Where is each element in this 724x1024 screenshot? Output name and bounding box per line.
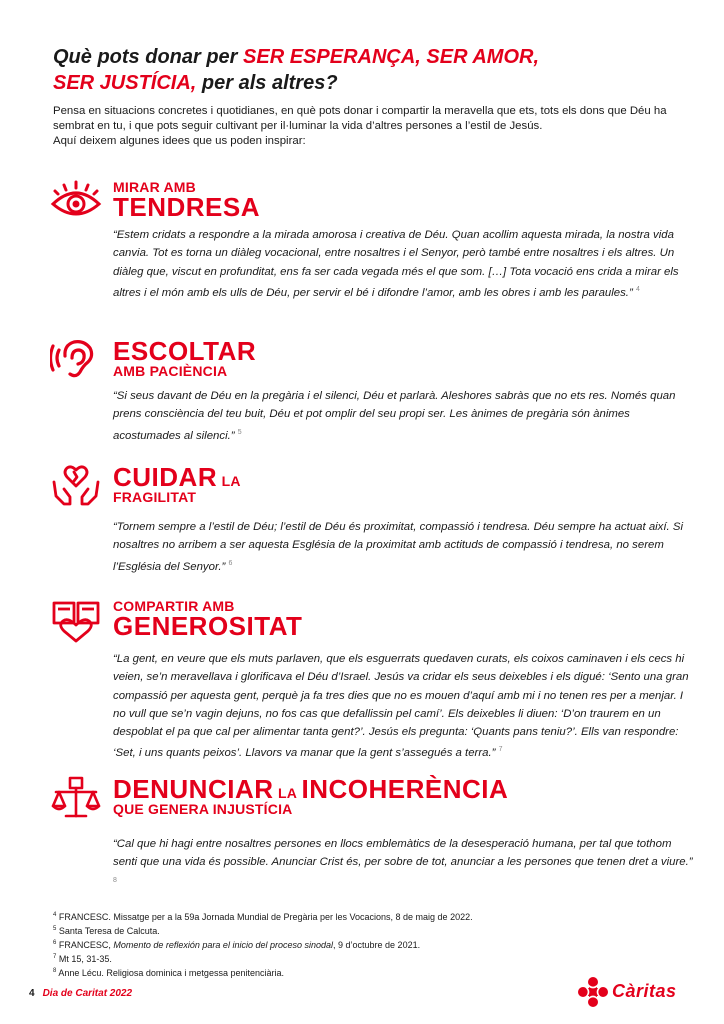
footnote-item	[53, 965, 653, 979]
book-heart-icon	[50, 599, 102, 643]
quote-body: “Estem cridats a respondre a la mirada amorosa i creativa de Déu. Quan acollim aquesta mirada, la nostra vida canvia. Tot es torna un diàleg vocacional, entre nosaltres i el Senyor, però també entre nosaltres i els altres. Un diàleg que, viscut en profunditat, ens fa ser cada vegada més el que som. […] Tota vocació ens crida a mirar els altres i el món amb els ulls de Déu, per servir el bé i difondre l’amor, amb les obres i amb les paraules.”	[113, 229, 679, 299]
footnote-item	[53, 951, 653, 965]
quote-text	[113, 835, 693, 893]
heading-line-1	[113, 464, 241, 490]
justice-scales-icon	[50, 776, 102, 820]
footnote-ref: 6	[228, 559, 233, 567]
page-number: 4	[29, 988, 35, 999]
heading-word: DENUNCIAR	[113, 774, 274, 804]
footnote-ref: 5	[237, 428, 242, 436]
page-footer	[29, 988, 132, 999]
heading-line-1	[113, 776, 508, 802]
footnote-text: Anne Lécu. Religiosa dominica i metgessa penitenciària.	[58, 968, 284, 978]
quote-text	[113, 226, 693, 302]
heading-line-2: GENEROSITAT	[113, 611, 303, 641]
heading-line-2: QUE GENERA INJUSTÍCIA	[113, 801, 293, 817]
heading-word: CUIDAR	[113, 462, 218, 492]
intro-text	[53, 104, 693, 149]
footnote-number: 4	[53, 912, 57, 918]
section-heading	[113, 180, 260, 220]
quote-text	[113, 387, 693, 445]
footnote-text: , 9 d’octubre de 2021.	[333, 940, 421, 950]
heading-word: INCOHERÈNCIA	[301, 774, 509, 804]
footnote-text: Mt 15, 31-35.	[58, 954, 112, 964]
title-prefix: Què pots donar per	[53, 46, 244, 68]
quote-text	[113, 518, 693, 576]
footnote-item	[53, 937, 653, 951]
footnote-text: Santa Teresa de Calcuta.	[58, 926, 160, 936]
heading-line-1: ESCOLTAR	[113, 336, 257, 366]
heading-word-small: LA	[221, 473, 241, 489]
title-highlight-2: SER JUSTÍCIA,	[53, 72, 197, 94]
footnote-text: FRANCESC. Missatge per a la 59a Jornada Mundial de Pregària per les Vocacions, 8 de maig de 2022.	[58, 912, 473, 922]
quote-body: “Si seus davant de Déu en la pregària i el silenci, Déu et parlarà. Aleshores sabràs que no ets res. Només quan prens consciència del teu buit, Déu et pot omplir del seu propi ser. Les ànimes de pregària són ànimes acostumades al silenci.”	[113, 390, 676, 442]
quote-text	[113, 650, 693, 763]
footnote-number: 7	[53, 954, 57, 960]
footnotes	[53, 909, 653, 979]
ear-icon	[50, 338, 102, 382]
caritas-cross-icon	[578, 977, 608, 1007]
section-heading	[113, 338, 256, 378]
footnote-number: 5	[53, 926, 57, 932]
logo-text: Càritas	[612, 981, 677, 1001]
footnote-italic: Momento de reflexión para el inicio del proceso sinodal	[113, 940, 334, 950]
footnote-item	[53, 909, 653, 923]
footnote-number: 8	[53, 968, 57, 974]
heading-word-small: LA	[277, 785, 298, 801]
hands-heart-icon	[50, 464, 102, 508]
page-title	[53, 44, 693, 96]
title-suffix: per als altres?	[196, 72, 338, 94]
heading-line-2: FRAGILITAT	[113, 489, 197, 505]
heading-line-2: AMB PACIÈNCIA	[113, 363, 228, 379]
title-highlight-1: SER ESPERANÇA, SER AMOR,	[243, 46, 539, 68]
eye-icon	[50, 180, 102, 224]
section-heading	[113, 464, 241, 504]
quote-body: “Tornem sempre a l’estil de Déu; l’estil de Déu és proximitat, compassió i tendresa. Déu sempre ha actuat així. Si nosaltres no arribem a ser aquesta Església de la proximitat amb actituds de compassió i tendresa, no serem l’Església del Senyor.”	[113, 521, 683, 573]
heading-line-2: TENDRESA	[113, 192, 261, 222]
footnote-ref: 8	[113, 876, 117, 884]
quote-body: “Cal que hi hagi entre nosaltres persones en llocs emblemàtics de la desesperació humana, per tal que tothom senti que una vida és possible. Anunciar Crist és, per sobre de tot, anunciar a les persones que tenen dret a viure.”	[113, 838, 693, 869]
footer-title: Dia de Caritat 2022	[42, 988, 133, 999]
section-heading	[113, 599, 302, 639]
heading-line-1: COMPARTIR AMB	[113, 598, 235, 614]
footnote-text: FRANCESC,	[58, 940, 114, 950]
footnote-number: 6	[53, 940, 57, 946]
intro-line-1: Pensa en situacions concretes i quotidianes, en què pots donar i compartir la meravella que ets, tots els dons que Déu ha sembrat en tu, i que pots seguir cultivant per il·luminar la vida d’altres persones a l’estil de Jesús.	[53, 105, 667, 132]
footnote-ref: 4	[635, 285, 640, 293]
footnote-ref: 7	[498, 746, 503, 754]
section-heading	[113, 776, 508, 816]
footnote-item	[53, 923, 653, 937]
intro-line-2: Aquí deixem algunes idees que us poden inspirar:	[53, 135, 306, 147]
quote-body: “La gent, en veure que els muts parlaven, que els esguerrats quedaven curats, els coixos caminaven i els cecs hi veien, se’n meravellava i glorificava el Déu d’Israel. Jesús va cridar els seus deixebles i els digué: ‘Sento una gran compassió per aquesta gent, perquè ja fa tres dies que no es mouen d’aquí amb mi i no tenen res per a menjar. I no vull que se’n vagin dejuns, no fos cas que defallissin pel camí’. Els deixebles li diuen: ‘D’on traurem en un despoblat el pa que cal per alimentar tanta gent?’. Jesús els pregunta: ‘Quants pans teniu?’. Ells van respondre: ‘Set, i uns quants peixos’. Llavors va manar que la gent s’assegués a terra.”	[113, 653, 689, 760]
heading-line-1: MIRAR AMB	[113, 179, 196, 195]
